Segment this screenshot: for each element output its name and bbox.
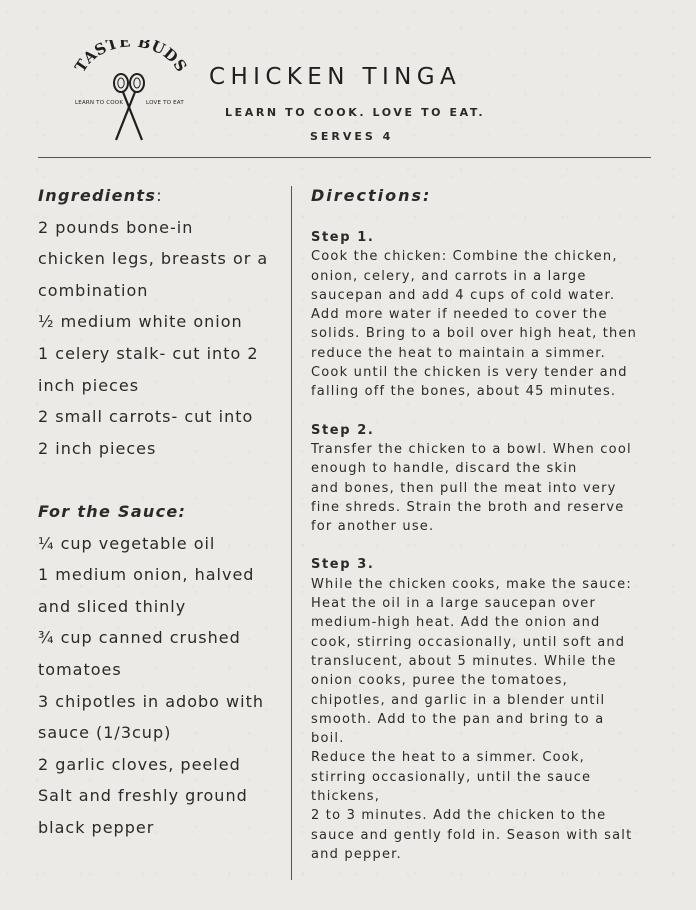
step-text-line: falling off the bones, about 45 minutes. [311, 384, 617, 400]
sauce-line: ¾ cup canned crushed [38, 628, 241, 648]
sauce-line: sauce (1/3cup) [38, 723, 172, 743]
ingredients-heading [38, 180, 283, 212]
step-3 [311, 555, 656, 864]
crossed-spoons-icon [70, 40, 188, 148]
sauce-line: Salt and freshly ground [38, 786, 248, 806]
directions-heading: Directions: [311, 186, 432, 205]
step-text-line: medium-high heat. Add the onion and [311, 615, 601, 631]
step-text-line: enough to handle, discard the skin [311, 461, 578, 477]
step-text-line: Cook until the chicken is very tender and [311, 365, 628, 381]
step-text-line: boil. [311, 731, 345, 747]
step-text-line: chipotles, and garlic in a blender until [311, 692, 606, 708]
logo-left-caption: LEARN TO COOK [75, 100, 124, 106]
step-text-line: sauce and gently fold in. Season with salt [311, 827, 633, 843]
step-text-line: translucent, about 5 minutes. While the [311, 653, 617, 669]
ingredient-line: 2 inch pieces [38, 438, 157, 458]
step-text-line: reduce the heat to maintain a simmer. [311, 345, 606, 361]
step-text-line: for another use. [311, 519, 435, 535]
step-label: Step 3. [311, 557, 375, 573]
step-text-line: saucepan and add 4 cups of cold water. [311, 287, 616, 303]
step-text-line: While the chicken cooks, make the sauce: [311, 576, 632, 592]
step-text-line: Heat the oil in a large saucepan over [311, 596, 597, 612]
sauce-line: 1 medium onion, halved [38, 565, 255, 585]
sauce-line: 3 chipotles in adobo with [38, 691, 264, 711]
step-text-line: Transfer the chicken to a bowl. When cool [311, 441, 632, 457]
sauce-line: and sliced thinly [38, 596, 187, 616]
ingredient-line: 2 pounds bone-in [38, 217, 194, 237]
step-text-line: solids. Bring to a boil over high heat, then [311, 326, 638, 342]
ingredient-line: ½ medium white onion [38, 312, 243, 332]
logo-right-caption: LOVE TO EAT [146, 100, 184, 106]
step-text-line: Reduce the heat to a simmer. Cook, [311, 750, 585, 766]
svg-text:TASTE BUDS [71, 40, 188, 75]
step-text-line: 2 to 3 minutes. Add the chicken to the [311, 808, 607, 824]
step-text-line: cook, stirring occasionally, until soft and [311, 634, 626, 650]
step-text-line: and bones, then pull the meat into very [311, 480, 617, 496]
spacer [38, 464, 283, 496]
step-label: Step 1. [311, 230, 375, 245]
step-text-line: Add more water if needed to cover the [311, 307, 608, 323]
ingredients-heading-colon: : [156, 186, 163, 205]
column-divider [291, 186, 292, 880]
header-divider [38, 157, 651, 158]
ingredients-heading-text: Ingredients [38, 186, 157, 205]
taste-buds-logo [70, 40, 188, 148]
directions-column [311, 180, 656, 883]
sauce-line: ¼ cup vegetable oil [38, 533, 216, 553]
recipe-title: CHICKEN TINGA [209, 64, 462, 90]
step-text-line: stirring occasionally, until the sauce [311, 769, 592, 785]
sauce-line: 2 garlic cloves, peeled [38, 754, 241, 774]
step-text-line: Cook the chicken: Combine the chicken, [311, 249, 618, 265]
logo-brand-text: TASTE BUD [71, 40, 182, 76]
sauce-heading: For the Sauce: [38, 501, 187, 521]
step-text-line: fine shreds. Strain the broth and reserve [311, 499, 625, 515]
ingredient-line: chicken legs, breasts or a [38, 249, 269, 269]
step-text-line: onion cooks, puree the tomatoes, [311, 673, 568, 689]
step-label: Step 2. [311, 422, 375, 438]
step-2 [311, 421, 656, 537]
step-text-line: smooth. Add to the pan and bring to a [311, 711, 605, 727]
step-1 [311, 228, 656, 402]
serves-count: SERVES 4 [310, 130, 394, 143]
ingredients-column [38, 180, 283, 843]
sauce-line: tomatoes [38, 659, 122, 679]
ingredient-line: 1 celery stalk- cut into 2 [38, 343, 259, 363]
step-text-line: and pepper. [311, 846, 402, 862]
ingredient-line: inch pieces [38, 375, 140, 395]
ingredient-line: 2 small carrots- cut into [38, 407, 254, 427]
ingredient-line: combination [38, 280, 149, 300]
sauce-line: black pepper [38, 817, 155, 837]
tagline: LEARN TO COOK. LOVE TO EAT. [225, 106, 486, 119]
step-text-line: thickens, [311, 789, 381, 805]
step-text-line: onion, celery, and carrots in a large [311, 268, 587, 284]
